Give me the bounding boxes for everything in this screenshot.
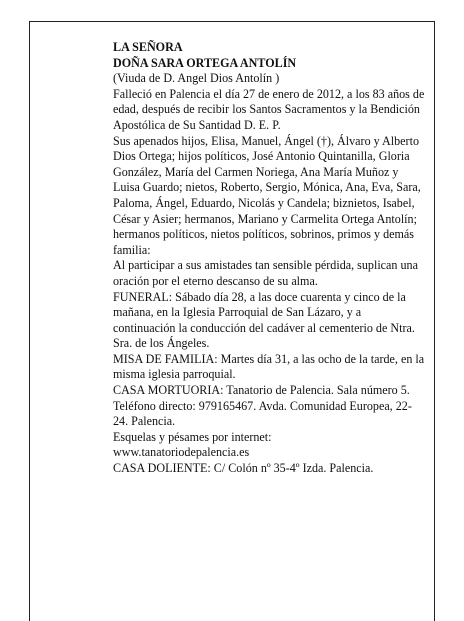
notice-title: LA SEÑORA	[113, 40, 183, 54]
condolences-url: www.tanatoriodepalencia.es	[113, 445, 250, 460]
request-paragraph: Al participar a sus amistades tan sensible pérdida, suplican una oración por el eterno descanso de su alma.	[113, 258, 418, 288]
death-paragraph: Falleció en Palencia el día 27 de enero de 2012, a los 83 años de edad, después de recibir los Santos Sacramentos y la Bendición Apostólica de Su Santidad D. E. P.	[113, 86, 425, 132]
home-address-paragraph: CASA DOLIENTE: C/ Colón nº 35-4º Izda. Palencia.	[113, 461, 374, 476]
funeral-home-paragraph: CASA MORTUORIA: Tanatorio de Palencia. Sala número 5. Teléfono directo: 979165467. Avda. Comunidad Europea, 22-24. Palencia.	[113, 383, 412, 429]
family-paragraph: Sus apenados hijos, Elisa, Manuel, Ángel (†), Álvaro y Alberto Dios Ortega; hijos políticos, José Antonio Quintanilla, Gloria González, María del Carmen Noriega, Ana María Muñoz y Luisa Guardo; nietos, Roberto, Sergio, Mónica, Ana, Eva, Sara, Paloma, Ángel, Eduardo, Nicolás y Candela; biznietos, Isabel, César y Asier; hermanos, Mariano y Carmelita Ortega Antolín; hermanos políticos, nietos políticos, sobrinos, primos y demás familia:	[113, 133, 421, 257]
condolences-label: Esquelas y pésames por internet:	[113, 429, 272, 444]
widow-of-line: (Viuda de D. Angel Dios Antolín )	[113, 71, 280, 86]
obituary-notice	[113, 40, 425, 477]
funeral-paragraph: FUNERAL: Sábado día 28, a las doce cuarenta y cinco de la mañana, en la Iglesia Parroquial de San Lázaro, y a continuación la conducción del cadáver al cementerio de Ntra. Sra. de los Ángeles.	[113, 289, 415, 351]
mass-paragraph: MISA DE FAMILIA: Martes día 31, a las ocho de la tarde, en la misma iglesia parroquial.	[113, 351, 425, 382]
deceased-name: DOÑA SARA ORTEGA ANTOLÍN	[113, 55, 297, 70]
